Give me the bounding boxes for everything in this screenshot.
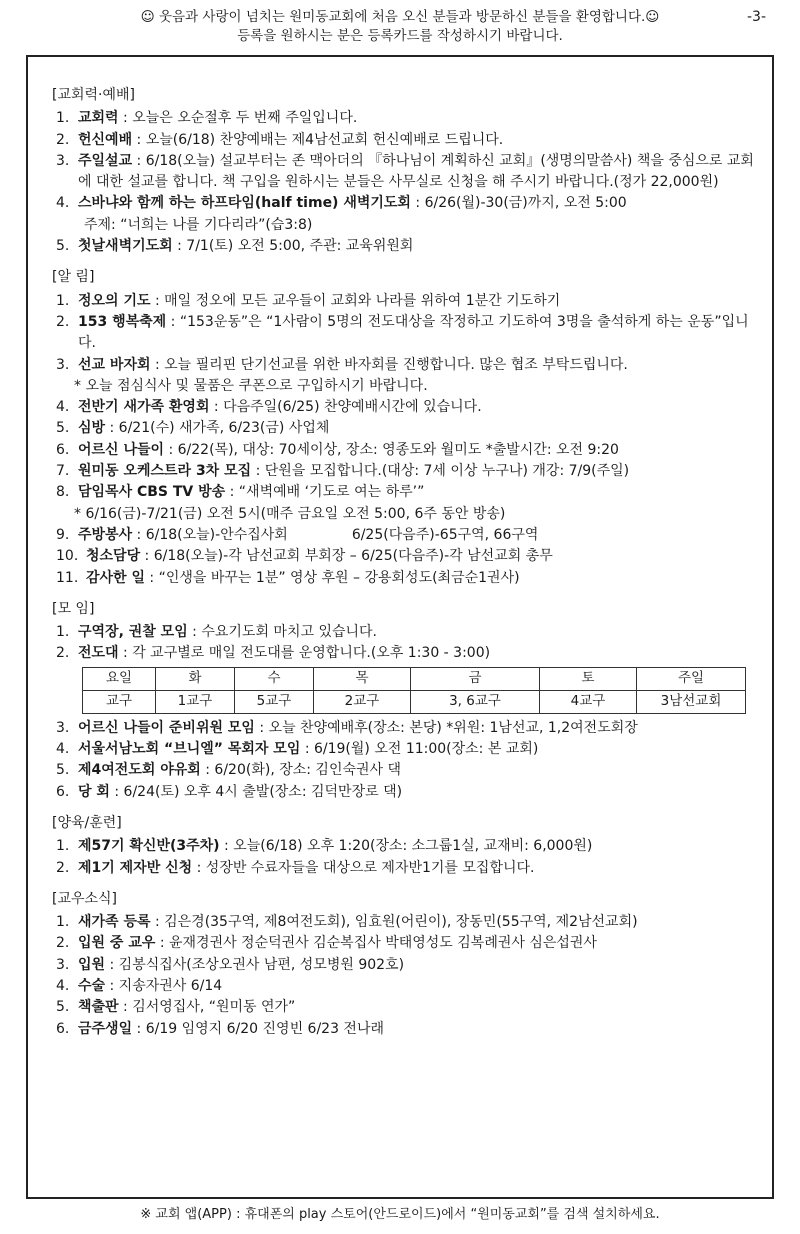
- table-row: [83, 667, 746, 690]
- section-training: [44, 813, 756, 879]
- item-number: 1.: [56, 914, 70, 931]
- list-item: [44, 525, 756, 546]
- item-label: 책출판: [78, 999, 119, 1016]
- list-item: [44, 858, 756, 879]
- item-number: 6.: [56, 441, 70, 458]
- item-number: 2.: [56, 313, 70, 330]
- item-number: 1.: [56, 838, 70, 855]
- item-text: : 오늘 찬양예배후(장소: 본당) *위원: 1남선교, 1,2여전도회장: [254, 719, 638, 736]
- item-number: 5.: [56, 420, 70, 437]
- item-text: : 김서영집사, “원미동 연가”: [118, 999, 296, 1016]
- item-label: 주방봉사: [78, 526, 133, 543]
- table-cell: 주일: [637, 667, 746, 690]
- list-item: [44, 836, 756, 857]
- list-item: [44, 955, 756, 976]
- item-label: 입원: [78, 956, 106, 973]
- item-text: : 김봉식집사(조상오권사 남편, 성모병원 902호): [105, 956, 405, 973]
- item-label: 153 행복축제: [78, 313, 167, 330]
- list-item: [44, 976, 756, 997]
- item-number: 1.: [56, 110, 70, 127]
- list-item: [44, 739, 756, 760]
- table-cell: 교구: [83, 690, 156, 713]
- item-label: 새가족 등록: [78, 914, 151, 931]
- welcome-line-2: 등록을 원하시는 분은 등록카드를 작성하시기 바랍니다.: [237, 28, 563, 44]
- item-number: 5.: [56, 238, 70, 255]
- table-cell: 1교구: [156, 690, 235, 713]
- item-number: 3.: [56, 356, 70, 373]
- table-cell: 토: [540, 667, 637, 690]
- item-label: 수술: [78, 977, 106, 994]
- item-label: 첫날새벽기도회: [78, 238, 173, 255]
- item-label: 감사한 일: [86, 569, 145, 586]
- section-worship: [44, 85, 756, 257]
- list-item: [44, 236, 756, 257]
- item-text: : 6/22(목), 대상: 70세이상, 장소: 영종도와 월미도 *출발시간: 오전 9:20: [164, 441, 619, 458]
- list-item: [44, 397, 756, 418]
- item-label: 스바냐와 함께 하는 하프타임(half time) 새벽기도회: [78, 195, 411, 212]
- table-cell: 3, 6교구: [411, 690, 540, 713]
- bulletin-frame: [26, 55, 774, 1199]
- list-item: [44, 760, 756, 781]
- item-number: 5.: [56, 999, 70, 1016]
- item-label: 어르신 나들이: [78, 441, 165, 458]
- evangelism-schedule-table: [82, 667, 746, 714]
- section-members: [44, 889, 756, 1040]
- bulletin-content: [44, 85, 756, 1040]
- item-label: 헌신예배: [78, 131, 133, 148]
- page-number: -3-: [746, 9, 766, 25]
- item-number: 8.: [56, 484, 70, 501]
- section-title: [양육/훈련]: [52, 814, 122, 831]
- item-text: : 오늘(6/18) 오후 1:20(장소: 소그룹1실, 교재비: 6,000원): [219, 838, 593, 855]
- table-cell: 화: [156, 667, 235, 690]
- welcome-line-1: ☺ 웃음과 사랑이 넘치는 원미동교회에 처음 오신 분들과 방문하신 분들을 환영합니다.☺: [140, 9, 660, 25]
- item-text: : 다음주일(6/25) 찬양예배시간에 있습니다.: [209, 399, 482, 416]
- item-text: : 오늘(6/18) 찬양예배는 제4남선교회 헌신예배로 드립니다.: [132, 131, 504, 148]
- item-number: 11.: [56, 569, 79, 586]
- item-label: 교회력: [78, 110, 119, 127]
- item-number: 2.: [56, 935, 70, 952]
- item-number: 4.: [56, 977, 70, 994]
- item-label: 전반기 새가족 환영회: [78, 399, 210, 416]
- table-cell: 요일: [83, 667, 156, 690]
- item-text: : 6/18(오늘) 설교부터는 존 맥아더의 『하나님이 계획하신 교회』(생명의말씀사) 책을 중심으로 교회에 대한 설교를 합니다. 책 구입을 원하시는 분들은 사무실로 신청을 해 주시기 바랍니다.(정가 22,000원): [78, 152, 754, 191]
- list-item: [44, 291, 756, 312]
- list-item: [44, 643, 756, 664]
- list-item: [44, 418, 756, 439]
- item-label: 어르신 나들이 준비위원 모임: [78, 719, 255, 736]
- list-item: [44, 1019, 756, 1040]
- item-label: 심방: [78, 420, 106, 437]
- item-number: 1.: [56, 292, 70, 309]
- item-text-2: 6/25(다음주)-65구역, 66구역: [351, 526, 539, 543]
- item-text: : 수요기도회 마치고 있습니다.: [187, 624, 377, 641]
- item-number: 10.: [56, 548, 79, 565]
- list-item: [44, 440, 756, 461]
- item-label: 전도대: [78, 645, 119, 662]
- table-cell: 4교구: [540, 690, 637, 713]
- list-item: [44, 482, 756, 503]
- table-row: [83, 690, 746, 713]
- section-meetings: [44, 599, 756, 803]
- section-title: [모 임]: [52, 600, 95, 617]
- table-cell: 5교구: [235, 690, 314, 713]
- item-number: 4.: [56, 741, 70, 758]
- table-cell: 2교구: [314, 690, 411, 713]
- list-item: [44, 718, 756, 739]
- item-text: : 6/19 임영지 6/20 진영빈 6/23 전나래: [132, 1020, 385, 1037]
- item-label: 담임목사 CBS TV 방송: [78, 484, 226, 501]
- item-number: 3.: [56, 152, 70, 169]
- list-item: [44, 933, 756, 954]
- list-item: [44, 912, 756, 933]
- section-notices: [44, 267, 756, 588]
- item-text: : 지송자권사 6/14: [105, 977, 223, 994]
- item-label: 구역장, 권찰 모임: [78, 624, 188, 641]
- item-text: : 6/18(오늘)-각 남선교회 부회장 – 6/25(다음주)-각 남선교회 총무: [140, 548, 553, 565]
- item-label: 원미동 오케스트라 3차 모집: [78, 463, 252, 480]
- item-text: : 윤재경권사 정순덕권사 김순복집사 박태영성도 김복례권사 심은섭권사: [155, 935, 597, 952]
- list-item: [44, 193, 756, 214]
- item-text: : “새벽예배 ‘기도로 여는 하루’”: [225, 484, 425, 501]
- item-number: 3.: [56, 956, 70, 973]
- item-number: 4.: [56, 399, 70, 416]
- list-item: [44, 546, 756, 567]
- table-cell: 목: [314, 667, 411, 690]
- item-text: : “153운동”은 “1사람이 5명의 전도대상을 작정하고 기도하여 3명을 출석하게 하는 운동”입니다.: [78, 313, 749, 352]
- item-text: : 각 교구별로 매일 전도대를 운영합니다.(오후 1:30 - 3:00): [118, 645, 491, 662]
- section-title: [교우소식]: [52, 890, 118, 907]
- item-label: 서울서남노회 “브니엘” 목회자 모임: [78, 741, 301, 758]
- list-item: [44, 782, 756, 803]
- item-text: : “인생을 바꾸는 1분” 영상 후원 – 강용회성도(최금순1권사): [144, 569, 520, 586]
- item-text: : 7/1(토) 오전 5:00, 주관: 교육위원회: [172, 238, 414, 255]
- table-cell: 수: [235, 667, 314, 690]
- item-text: : 매일 정오에 모든 교우들이 교회와 나라를 위하여 1분간 기도하기: [150, 292, 561, 309]
- item-text: : 오늘 필리핀 단기선교를 위한 바자회를 진행합니다. 많은 협조 부탁드립니다.: [150, 356, 628, 373]
- item-number: 6.: [56, 783, 70, 800]
- item-text: : 성장반 수료자들을 대상으로 제자반1기를 모집합니다.: [192, 859, 535, 876]
- item-label: 정오의 기도: [78, 292, 151, 309]
- item-number: 6.: [56, 1020, 70, 1037]
- list-item: [44, 568, 756, 589]
- item-text: : 6/24(토) 오후 4시 출발(장소: 김덕만장로 댁): [109, 783, 403, 800]
- item-text: : 단원을 모집합니다.(대상: 7세 이상 누구나) 개강: 7/9(주일): [251, 463, 630, 480]
- item-number: 3.: [56, 719, 70, 736]
- item-text: : 6/26(월)-30(금)까지, 오전 5:00: [410, 195, 627, 212]
- list-item: [44, 622, 756, 643]
- item-subtext: 주제: “너희는 나를 기다리라”(습3:8): [84, 216, 313, 233]
- table-cell: 3남선교회: [637, 690, 746, 713]
- list-item: [44, 108, 756, 129]
- item-text: : 6/18(오늘)-안수집사회: [132, 526, 288, 543]
- item-number: 7.: [56, 463, 70, 480]
- item-text: : 6/19(월) 오전 11:00(장소: 본 교회): [300, 741, 539, 758]
- list-item: [44, 130, 756, 151]
- item-label: 제1기 제자반 신청: [78, 859, 193, 876]
- page-header: [28, 8, 772, 46]
- item-text: : 김은경(35구역, 제8여전도회), 임효원(어린이), 장동민(55구역, 제2남선교회): [150, 914, 638, 931]
- item-label: 청소담당: [86, 548, 141, 565]
- table-cell: 금: [411, 667, 540, 690]
- section-title: [알 림]: [52, 269, 95, 286]
- item-number: 1.: [56, 624, 70, 641]
- item-number: 5.: [56, 762, 70, 779]
- item-text: : 6/20(화), 장소: 김인숙권사 댁: [200, 762, 402, 779]
- item-label: 선교 바자회: [78, 356, 151, 373]
- item-number: 2.: [56, 859, 70, 876]
- list-item: [44, 151, 756, 194]
- item-note: * 오늘 점심식사 및 물품은 쿠폰으로 구입하시기 바랍니다.: [74, 377, 428, 394]
- app-notice: ※ 교회 앱(APP) : 휴대폰의 play 스토어(안드로이드)에서 “원미동교회”를 검색 설치하세요.: [140, 1207, 660, 1222]
- list-item: [44, 355, 756, 376]
- item-label: 금주생일: [78, 1020, 133, 1037]
- item-label: 제4여전도회 야유회: [78, 762, 201, 779]
- item-label: 당 회: [78, 783, 110, 800]
- item-number: 9.: [56, 526, 70, 543]
- item-number: 2.: [56, 131, 70, 148]
- item-label: 입원 중 교우: [78, 935, 156, 952]
- item-label: 주일설교: [78, 152, 133, 169]
- list-item: [44, 997, 756, 1018]
- section-title: [교회력·예배]: [52, 87, 135, 103]
- list-item: [44, 312, 756, 355]
- item-text: : 6/21(수) 새가족, 6/23(금) 사업체: [105, 420, 330, 437]
- item-number: 4.: [56, 195, 70, 212]
- item-number: 2.: [56, 645, 70, 662]
- list-item: [44, 461, 756, 482]
- item-label: 제57기 확신반(3주차): [78, 838, 220, 855]
- item-text: : 오늘은 오순절후 두 번째 주일입니다.: [118, 110, 358, 127]
- item-note: * 6/16(금)-7/21(금) 오전 5시(매주 금요일 오전 5:00, 6주 동안 방송): [74, 505, 506, 522]
